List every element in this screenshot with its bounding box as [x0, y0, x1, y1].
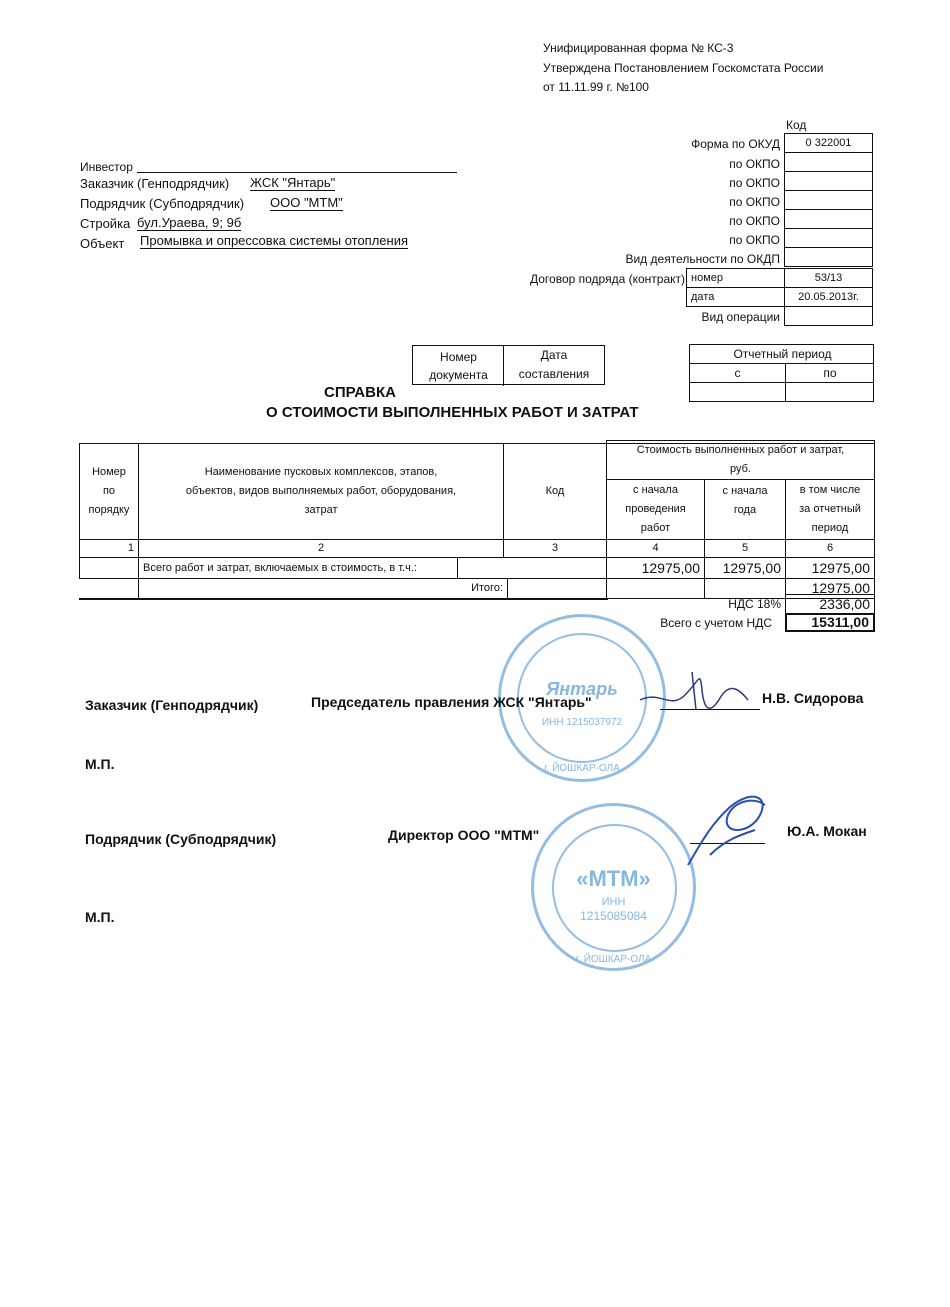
contract-data-label: дата: [686, 287, 785, 307]
period-to: по: [823, 366, 837, 380]
index-cell-2: 2: [138, 539, 504, 558]
operation-value: [784, 306, 873, 326]
th-col-year: с начала года: [704, 479, 786, 540]
customer-name: Н.В. Сидорова: [762, 690, 864, 706]
itogo-value: 12975,00: [785, 578, 875, 599]
customer-label: Заказчик (Генподрядчик): [80, 176, 230, 191]
title-line1: СПРАВКА: [324, 384, 396, 401]
customer-position: Председатель правления ЖСК "Янтарь": [311, 694, 592, 710]
operation-label: Вид операции: [701, 310, 780, 324]
form-header-line1: Унифицированная форма № КС-3: [543, 41, 734, 55]
total-period: 12975,00: [785, 557, 875, 579]
mp-2: М.П.: [85, 909, 115, 925]
investor-label: Инвестор: [80, 160, 133, 174]
grand-label: Всего с учетом НДС: [660, 616, 772, 630]
nds-value: 2336,00: [785, 594, 875, 615]
itogo-year-cell: [704, 578, 786, 599]
index-cell-4: 4: [606, 539, 705, 558]
grand-value: 15311,00: [785, 613, 875, 632]
contractor-name: Ю.А. Мокан: [787, 823, 867, 839]
contractor-signature: [680, 785, 780, 875]
stamp2-inn: 1215085084: [580, 909, 647, 923]
okpo-value-5: [784, 228, 873, 248]
contract-nomer-label: номер: [686, 268, 785, 288]
contractor-label: Подрядчик (Субподрядчик): [80, 196, 245, 211]
okdp-label: Вид деятельности по ОКДП: [625, 252, 780, 266]
doc-number-label-2: документа: [429, 368, 488, 382]
contractor-role: Подрядчик (Субподрядчик): [85, 831, 277, 847]
table-bottom-line: [79, 598, 608, 600]
doc-date-label-1: Дата: [540, 348, 568, 362]
stamp2-city: г. ЙОШКАР-ОЛА: [575, 954, 652, 965]
index-cell-5: 5: [704, 539, 786, 558]
okpo-label-5: по ОКПО: [729, 233, 780, 247]
okpo-value-3: [784, 190, 873, 210]
th-name: Наименование пусковых комплексов, этапов, объектов, видов выполняемых работ, оборудования, затрат: [138, 443, 504, 540]
period-box: [689, 344, 874, 402]
form-header-line2: Утверждена Постановлением Госкомстата России: [543, 61, 824, 75]
site-value: бул.Ураева, 9; 9б: [137, 215, 242, 230]
th-col-period: в том числе за отчетный период: [785, 479, 875, 540]
okpo-value-2: [784, 171, 873, 191]
okud-label: Форма по ОКУД: [691, 137, 780, 151]
object-value: Промывка и опрессовка системы отопления: [140, 233, 409, 248]
investor-line: [137, 171, 457, 173]
okpo-label-2: по ОКПО: [729, 176, 780, 190]
stamp1-name: Янтарь: [546, 679, 618, 699]
th-number: Номер по порядку: [79, 443, 139, 540]
okpo-label-1: по ОКПО: [729, 157, 780, 171]
title-line2: О СТОИМОСТИ ВЫПОЛНЕННЫХ РАБОТ И ЗАТРАТ: [266, 404, 639, 421]
customer-role: Заказчик (Генподрядчик): [85, 697, 259, 713]
doc-box-divider: [412, 384, 605, 385]
okpo-label-4: по ОКПО: [729, 214, 780, 228]
mp-1: М.П.: [85, 756, 115, 772]
index-cell-1: 1: [79, 539, 139, 558]
okud-value: 0 322001: [784, 133, 873, 153]
total-code-cell: [457, 557, 607, 579]
site-label: Стройка: [80, 216, 131, 231]
index-cell-6: 6: [785, 539, 875, 558]
okdp-value: [784, 247, 873, 267]
total-num-cell: [79, 557, 139, 579]
doc-number-label-1: Номер: [440, 350, 477, 364]
contract-nomer-value: 53/13: [784, 268, 873, 288]
th-code: Код: [503, 443, 607, 540]
object-label: Объект: [80, 236, 125, 251]
contract-label: Договор подряда (контракт): [529, 272, 685, 286]
stamp2-inn-label: ИНН: [601, 896, 626, 908]
stamp1-inn: ИНН 1215037972: [541, 717, 623, 728]
contractor-value: ООО "МТМ": [270, 195, 343, 210]
kod-label: Код: [786, 118, 807, 132]
itogo-label: Итого:: [138, 578, 508, 599]
customer-value: ЖСК "Янтарь": [250, 175, 336, 190]
stamp-mtm: [531, 803, 696, 971]
contract-data-value: 20.05.2013г.: [784, 287, 873, 307]
itogo-code-cell: [507, 578, 607, 599]
customer-signature: [630, 660, 750, 720]
stamp1-city: г. ЙОШКАР-ОЛА: [544, 763, 620, 774]
period-title: Отчетный период: [733, 347, 832, 361]
contractor-position: Директор ООО "МТМ": [388, 827, 540, 843]
total-row-label: Всего работ и затрат, включаемых в стоимость, в т.ч.:: [138, 557, 458, 579]
th-col-start: с начала проведения работ: [606, 479, 705, 540]
doc-date-label-2: составления: [518, 367, 590, 381]
total-start: 12975,00: [606, 557, 705, 579]
okpo-value-4: [784, 209, 873, 229]
doc-box: [412, 345, 605, 385]
period-from: с: [734, 366, 741, 380]
okpo-label-3: по ОКПО: [729, 195, 780, 209]
total-year: 12975,00: [704, 557, 786, 579]
stamp2-name: «МТМ»: [576, 866, 651, 891]
form-header-line3: от 11.11.99 г. №100: [543, 80, 649, 94]
itogo-start-cell: [606, 578, 705, 599]
okpo-value-1: [784, 152, 873, 172]
index-cell-3: 3: [503, 539, 607, 558]
th-cost-header: Стоимость выполненных работ и затрат, руб.: [606, 440, 875, 480]
nds-label: НДС 18%: [728, 597, 781, 611]
